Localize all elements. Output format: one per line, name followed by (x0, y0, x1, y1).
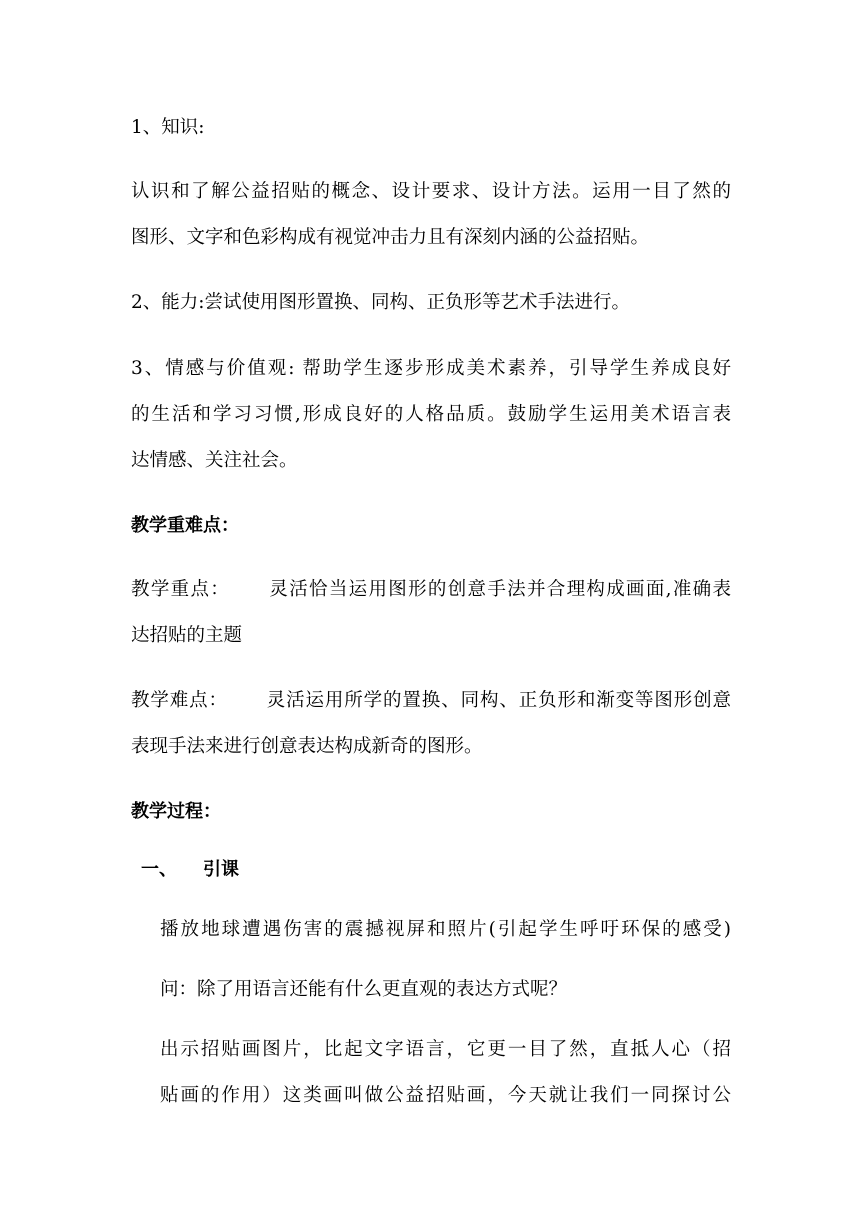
knowledge-text-line-2: 图形、文字和色彩构成有视觉冲击力且有深刻内涵的公益招贴。 (131, 227, 650, 248)
difficult-point-line-2: 表现手法来进行创意表达构成新奇的图形。 (131, 736, 483, 757)
paragraph-1: 播放地球遭遇伤害的震撼视屏和照片(引起学生呼吁环保的感受) (160, 919, 731, 940)
key-point-label: 教学重点： (131, 579, 231, 600)
section-1-title: 引课 (203, 859, 239, 880)
difficult-point-label: 教学难点： (131, 690, 228, 711)
difficult-point-line-1 (131, 689, 731, 713)
process-heading: 教学过程： (131, 801, 221, 822)
emotion-text-line-3: 达情感、关注社会。 (131, 450, 298, 471)
ability-text: 2、能力:尝试使用图形置换、同构、正负形等艺术手法进行。 (131, 292, 631, 313)
paragraph-3-line-2: 贴画的作用）这类画叫做公益招贴画，今天就让我们一同探讨公 (160, 1085, 731, 1106)
emotion-text-line-1: 3、情感与价值观: 帮助学生逐步形成美术素养，引导学生养成良好 (131, 358, 731, 379)
section-1-heading (141, 858, 741, 882)
key-difficult-heading: 教学重难点： (131, 515, 239, 536)
paragraph-3-line-1: 出示招贴画图片，比起文字语言，它更一目了然，直抵人心（招 (160, 1039, 731, 1060)
key-point-line-2: 达招贴的主题 (131, 625, 243, 646)
key-point-text: 灵活恰当运用图形的创意手法并合理构成画面,准确表 (268, 579, 731, 600)
knowledge-text-line-1: 认识和了解公益招贴的概念、设计要求、设计方法。运用一目了然的 (131, 181, 731, 202)
section-1-number: 一、 (141, 859, 177, 880)
paragraph-2: 问：除了用语言还能有什么更直观的表达方式呢？ (160, 979, 568, 1000)
emotion-text-line-2: 的生活和学习习惯,形成良好的人格品质。鼓励学生运用美术语言表 (131, 404, 731, 425)
key-point-line-1 (131, 578, 731, 602)
difficult-point-text: 灵活运用所学的置换、同构、正负形和渐变等图形创意 (265, 690, 731, 711)
knowledge-heading: 1、知识: (131, 117, 205, 138)
